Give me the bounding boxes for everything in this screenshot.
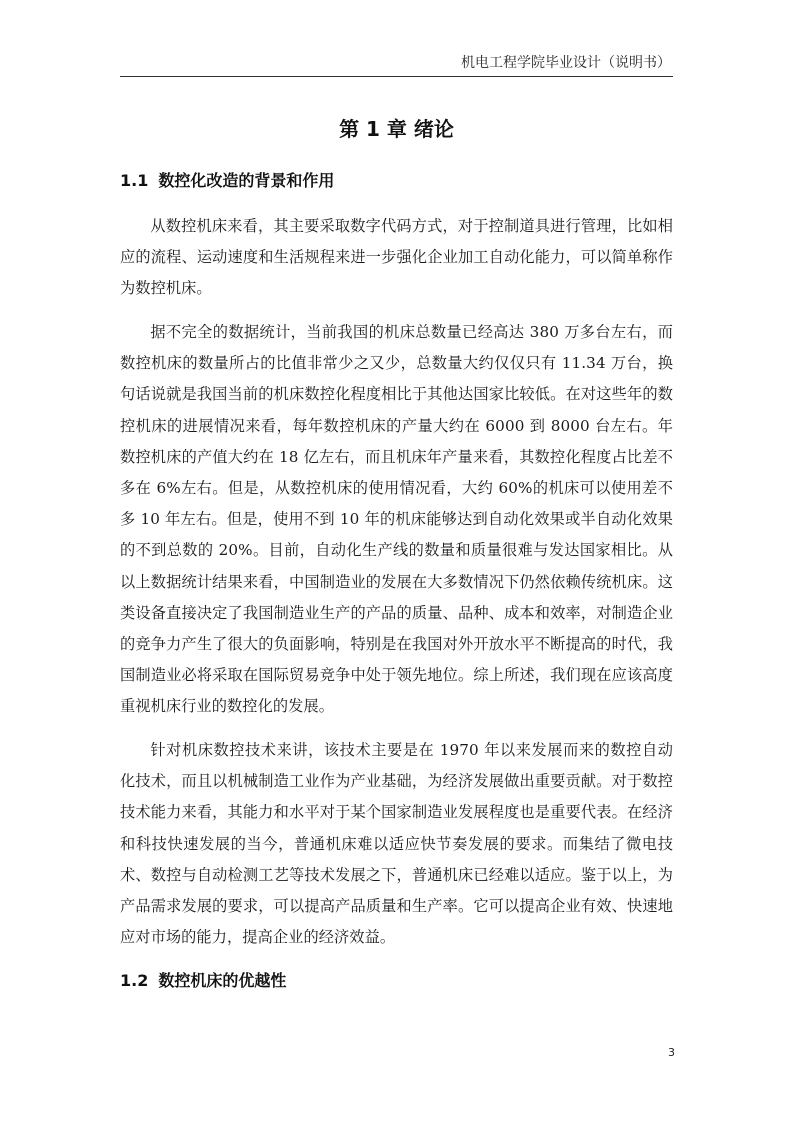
section-heading-1-1 [120,169,673,193]
section-number: 1.2 [120,971,149,990]
header-text: 机电工程学院毕业设计（说明书） [461,55,671,71]
page-header [120,54,673,77]
section-title-text: 数控机床的优越性 [158,971,287,990]
section-heading-1-2 [120,969,673,993]
paragraph-2: 据不完全的数据统计，当前我国的机床总数量已经高达 380 万多台左右，而数控机床的数量所占的比值非常少之又少，总数量大约仅仅只有 11.34 万台，换句话说就是我国当前的机床数控化程度相比于其他达国家比较低。在对这些年的数控机床的进展情况来看，每年数控机床的产量大约在 6000 到 8000 台左右。年数控机床的产值大约在 18 亿左右，而且机床年产量来看，其数控化程度占比差不多在 6%左右。但是，从数控机床的使用情况看，大约 60%的机床可以使用差不多 10 年左右。但是，使用不到 10 年的机床能够达到自动化效果或半自动化效果的不到总数的 20%。目前，自动化生产线的数量和质量很难与发达国家相比。从以上数据统计结果来看，中国制造业的发展在大多数情况下仍然依赖传统机床。这类设备直接决定了我国制造业生产的产品的质量、品种、成本和效率，对制造企业的竞争力产生了很大的负面影响，特别是在我国对外开放水平不断提高的时代，我国制造业必将采取在国际贸易竞争中处于领先地位。综上所述，我们现在应该高度重视机床行业的数控化的发展。 [120,323,673,716]
paragraph-3: 针对机床数控技术来讲，该技术主要是在 1970 年以来发展而来的数控自动化技术，而且以机械制造工业作为产业基础，为经济发展做出重要贡献。对于数控技术能力来看，其能力和水平对于某个国家制造业发展程度也是重要代表。在经济和科技快速发展的当今，普通机床难以适应快节奏发展的要求。而集结了微电技术、数控与自动检测工艺等技术发展之下，普通机床已经难以适应。鉴于以上，为产品需求发展的要求，可以提高产品质量和生产率。它可以提高企业有效、快速地应对市场的能力，提高企业的经济效益。 [120,741,673,947]
page-number: 3 [668,1046,675,1059]
paragraph-1: 从数控机床来看，其主要采取数字代码方式，对于控制道具进行管理，比如相应的流程、运动速度和生活规程来进一步强化企业加工自动化能力，可以简单称作为数控机床。 [120,217,673,298]
section-number: 1.1 [120,171,149,190]
chapter-title: 第 1 章 绪论 [339,117,454,141]
section-title-text: 数控化改造的背景和作用 [158,171,335,190]
